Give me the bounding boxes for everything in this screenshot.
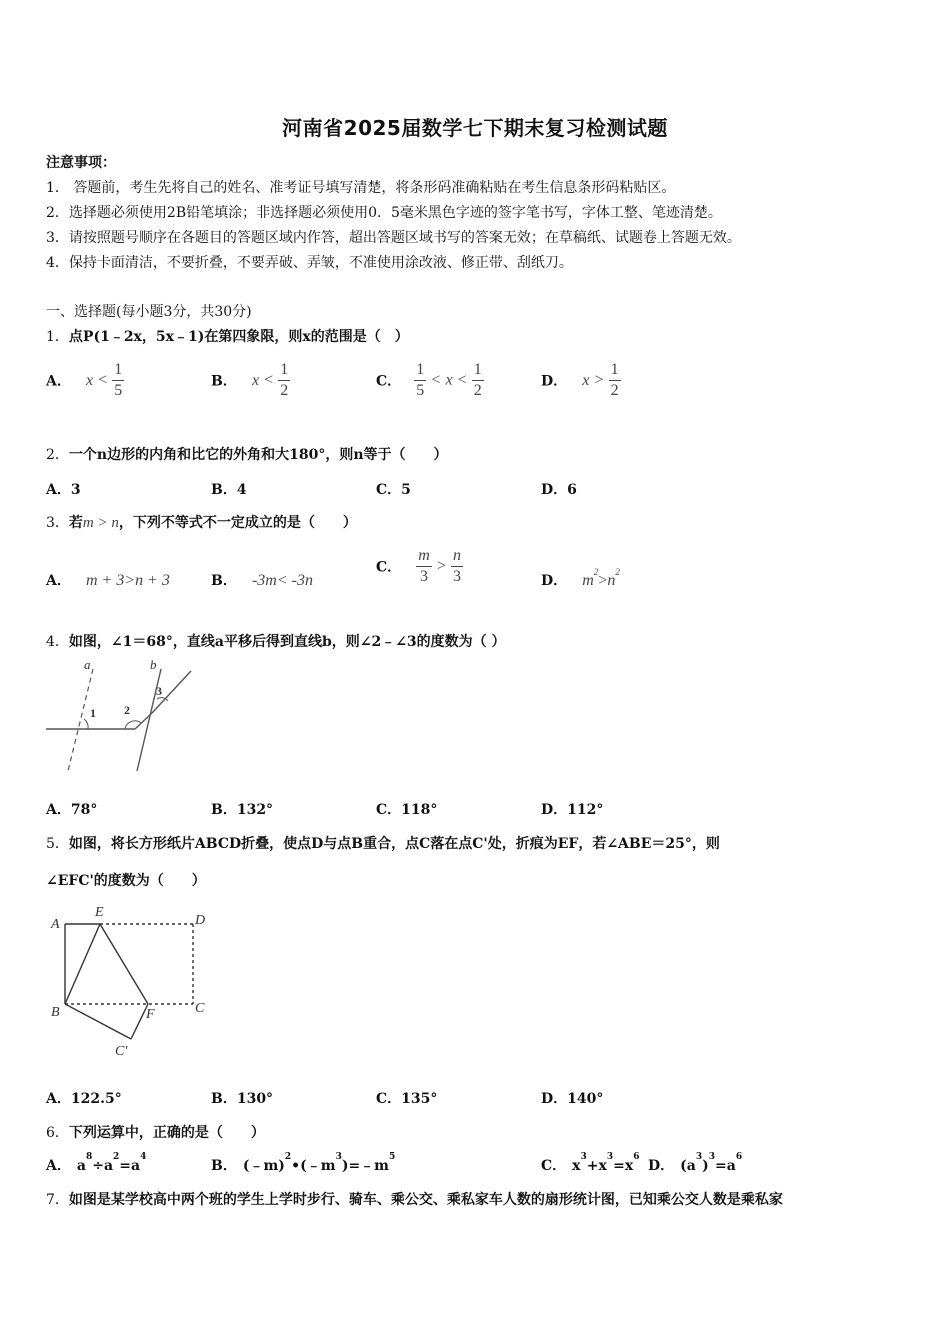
q6-option-a[interactable] [46, 1152, 147, 1175]
question-number: 7． [46, 1192, 69, 1208]
q3-option-b[interactable] [211, 570, 313, 590]
q6-option-b[interactable] [211, 1152, 396, 1175]
question-text: 如图，将长方形纸片ABCD折叠，使点D与点B重合，点C落在点C'处，折痕为EF，若∠ABE＝25°，则 [68, 836, 720, 852]
math-expression: m + 3>n + 3 [85, 572, 170, 589]
denominator: 2 [610, 382, 619, 399]
exponent: 4 [140, 1152, 147, 1162]
label-C-prime: C' [115, 1044, 128, 1059]
numerator: 1 [414, 360, 426, 381]
q5-figure [45, 902, 220, 1062]
question-text: 下列运算中，正确的是（ ） [68, 1125, 265, 1141]
q6-option-c[interactable] [541, 1152, 640, 1175]
option-label: C． [541, 1158, 567, 1174]
math-op: < [457, 371, 467, 389]
exponent: 2 [113, 1152, 120, 1162]
option-label: D． [648, 1158, 675, 1174]
numerator: 1 [609, 360, 621, 381]
math-op: < [264, 371, 274, 389]
label-b: b [150, 657, 157, 672]
question-text: 点P(1﹣2x，5x﹣1)在第四象限，则x的范围是（ ） [68, 329, 409, 345]
option-label: A． [46, 573, 71, 589]
question-number: 3． [46, 515, 69, 531]
math-part: =a [119, 1158, 141, 1174]
q1-option-d[interactable] [541, 360, 621, 401]
question-text: 如图是某学校高中两个班的学生上学时步行、骑车、乘公交、乘私家车人数的扇形统计图，已知乘公交人数是乘私家 [68, 1192, 783, 1208]
fraction [451, 546, 463, 587]
math-var: m [582, 572, 594, 589]
q5-option-a[interactable]: A．122.5° [46, 1091, 122, 1107]
notice-item: 1． 答题前，考生先将自己的姓名、准考证号填写清楚，将条形码准确粘贴在考生信息条形码粘贴区。 [46, 180, 676, 196]
question-text: ，下列不等式不一定成立的是（ ） [118, 515, 357, 531]
option-label: D． [541, 373, 568, 390]
q5-option-c[interactable]: C．135° [376, 1091, 438, 1107]
question-6-stem [46, 1122, 265, 1142]
exponent: 6 [633, 1152, 640, 1162]
question-7-stem [46, 1189, 783, 1209]
option-label: D． [541, 573, 568, 589]
question-text: 一个n边形的内角和比它的外角和大180°，则n等于（ ） [68, 447, 448, 463]
math-part: ÷a [92, 1158, 114, 1174]
notice-item: 2．选择题必须使用2B铅笔填涂；非选择题必须使用0．5毫米黑色字迹的签字笔书写，字体工整、笔迹清楚。 [46, 205, 722, 221]
math-op: < [431, 371, 441, 389]
fraction [609, 360, 621, 401]
label-B: B [51, 1005, 60, 1020]
numerator: m [416, 546, 432, 567]
option-label: C． [376, 559, 402, 576]
q3-option-d[interactable] [541, 567, 620, 590]
line-a [68, 669, 93, 771]
exponent: 5 [389, 1152, 396, 1162]
option-label: A． [46, 373, 71, 390]
fraction [414, 360, 426, 401]
question-number: 6． [46, 1125, 69, 1141]
numerator: 1 [112, 360, 124, 381]
math-part: (﹣m) [242, 1158, 285, 1174]
math-op: > [594, 371, 604, 389]
math-part: +x [586, 1158, 607, 1174]
question-text: 如图，∠1＝68°，直线a平移后得到直线b，则∠2﹣∠3的度数为（ ） [68, 634, 506, 650]
math-var: x [445, 371, 453, 389]
label-2: 2 [124, 703, 130, 717]
question-number: 4． [46, 634, 69, 650]
question-number: 1． [46, 329, 69, 345]
question-text: 若 [68, 515, 83, 531]
math-part: a [76, 1158, 86, 1174]
exponent: 3 [708, 1152, 715, 1162]
numerator: n [451, 546, 463, 567]
section-heading: 一、选择题(每小题3分，共30分) [46, 304, 252, 320]
q4-figure [40, 655, 200, 777]
denominator: 2 [473, 382, 482, 399]
label-D: D [195, 913, 206, 928]
label-A: A [51, 917, 60, 932]
notice-item: 4．保持卡面清洁，不要折叠，不要弄破、弄皱，不准使用涂改液、修正带、刮纸刀。 [46, 255, 573, 271]
label-E: E [95, 905, 104, 920]
math-op: < [98, 371, 108, 389]
math-expression: -3m< -3n [251, 572, 313, 589]
question-5-stem-cont: ∠EFC'的度数为（ ） [46, 873, 206, 889]
q3-option-a[interactable] [46, 570, 170, 590]
exponent: 2 [593, 567, 599, 577]
question-number: 5． [46, 836, 69, 852]
math-op: > [436, 557, 446, 575]
option-label: C． [376, 373, 402, 390]
q4-option-d[interactable]: D．112° [541, 802, 604, 818]
fraction [278, 360, 290, 401]
math-part: (a [680, 1158, 696, 1174]
q1-option-b[interactable] [211, 360, 290, 401]
angle-arc [84, 719, 88, 729]
math-part: )=﹣m [341, 1158, 389, 1174]
q2-option-c[interactable]: C．5 [376, 482, 411, 498]
denominator: 3 [453, 568, 462, 585]
q4-option-c[interactable]: C．118° [376, 802, 438, 818]
q1-option-a[interactable] [46, 360, 124, 401]
math-expression: m > n [82, 515, 119, 531]
option-label: B． [211, 573, 237, 589]
option-label: A． [46, 1158, 71, 1174]
q4-option-b[interactable]: B．132° [211, 802, 274, 818]
q5-option-b[interactable]: B．130° [211, 1091, 274, 1107]
math-part: ) [702, 1158, 709, 1174]
label-F: F [146, 1007, 155, 1022]
math-var: x [85, 371, 94, 389]
question-5-stem [46, 833, 720, 853]
label-3: 3 [156, 684, 162, 698]
notice-item: 3．请按照题号顺序在各题目的答题区域内作答，超出答题区域书写的答案无效；在草稿纸、试题卷上答题无效。 [46, 230, 741, 246]
math-var: x [582, 371, 590, 389]
numerator: 1 [278, 360, 290, 381]
math-part: =a [715, 1158, 736, 1174]
math-part: x [572, 1158, 581, 1174]
exponent: 3 [580, 1152, 587, 1162]
q4-option-a[interactable]: A．78° [46, 802, 98, 818]
denominator: 2 [280, 382, 289, 399]
question-3-stem [46, 512, 357, 532]
label-1: 1 [90, 706, 96, 720]
exponent: 3 [606, 1152, 614, 1162]
fraction [416, 546, 432, 587]
question-1-stem [46, 326, 409, 346]
q6-option-d[interactable] [648, 1152, 743, 1175]
segment-BE [65, 924, 100, 1004]
math-var: x [251, 371, 260, 389]
fraction [112, 360, 124, 401]
denominator: 5 [416, 382, 425, 399]
math-part: •(﹣m [291, 1158, 336, 1174]
option-label: B． [211, 1158, 237, 1174]
exponent: 3 [335, 1152, 342, 1162]
denominator: 5 [114, 382, 123, 399]
option-label: B． [211, 373, 237, 390]
question-number: 2． [46, 447, 69, 463]
exponent: 3 [695, 1152, 703, 1162]
q2-option-a[interactable]: A．3 [46, 482, 81, 498]
question-4-stem [46, 631, 506, 651]
exponent: 2 [615, 567, 620, 577]
question-2-stem [46, 444, 448, 464]
exponent: 8 [85, 1152, 93, 1162]
page-title: 河南省2025届数学七下期末复习检测试题 [282, 116, 668, 140]
q1-option-c[interactable] [376, 360, 484, 401]
segment-EF [100, 924, 148, 1004]
exponent: 2 [284, 1152, 292, 1162]
segment-BC-prime [65, 1004, 131, 1039]
notice-heading: 注意事项： [46, 155, 116, 171]
q2-option-b[interactable]: B．4 [211, 482, 247, 498]
exponent: 6 [735, 1152, 743, 1162]
q2-option-d[interactable]: D．6 [541, 482, 577, 498]
math-var: n [607, 572, 616, 589]
numerator: 1 [472, 360, 484, 381]
q3-option-c[interactable] [376, 546, 463, 587]
denominator: 3 [420, 568, 429, 585]
math-op: > [598, 572, 608, 589]
label-C: C [195, 1001, 205, 1016]
math-part: =x [613, 1158, 634, 1174]
fraction [472, 360, 484, 401]
label-a: a [84, 657, 91, 672]
q5-option-d[interactable]: D．140° [541, 1091, 604, 1107]
